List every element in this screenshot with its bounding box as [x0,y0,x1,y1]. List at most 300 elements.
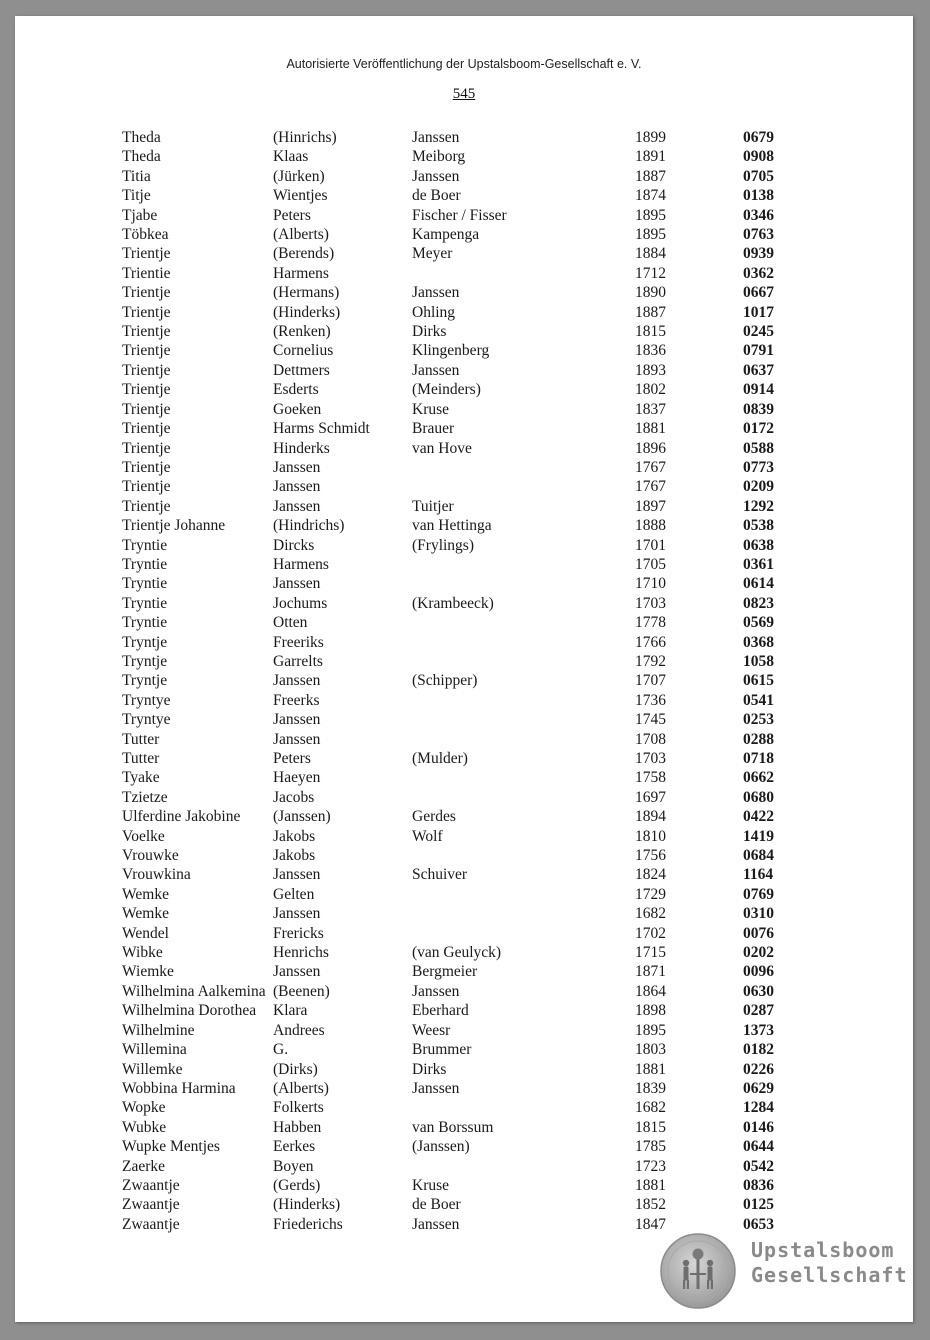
record-number: 0823 [743,594,774,612]
record-number: 1164 [743,866,774,884]
surname: (Schipper) [412,672,478,690]
record-number: 0125 [743,1196,774,1214]
year: 1815 [635,323,666,341]
surname: Klingenberg [412,342,490,360]
patronymic: Dettmers [273,361,330,379]
patronymic: G. [273,1041,289,1059]
year: 1758 [635,769,666,787]
record-number: 0202 [743,944,774,962]
year: 1736 [635,691,666,709]
list-item [122,225,812,244]
record-number: 0653 [743,1215,774,1233]
record-number: 0667 [743,284,774,302]
record-number: 0637 [743,361,774,379]
surname: van Hove [412,439,472,457]
patronymic: Folkerts [273,1099,324,1117]
patronymic: Freeriks [273,633,324,651]
patronymic: Janssen [273,672,321,690]
given-name: Tryntie [122,575,168,593]
given-name: Titje [122,187,151,205]
patronymic: Peters [273,206,311,224]
patronymic: (Alberts) [273,1079,329,1097]
logo-line-2: Gesellschaft [751,1263,908,1287]
record-number: 0245 [743,323,774,341]
list-item [122,1079,812,1098]
patronymic: Janssen [273,458,321,476]
record-number: 0209 [743,478,774,496]
record-number: 0839 [743,400,774,418]
year: 1701 [635,536,666,554]
patronymic: (Jürken) [273,167,325,185]
given-name: Tryntie [122,614,168,632]
record-number: 0253 [743,711,774,729]
record-number: 0684 [743,847,774,865]
society-logo [660,1229,908,1313]
surname: Dirks [412,323,447,341]
patronymic: (Renken) [273,323,331,341]
year: 1852 [635,1196,666,1214]
year: 1703 [635,750,666,767]
year: 1871 [635,963,666,981]
year: 1896 [635,439,666,457]
record-number: 0346 [743,206,774,224]
list-item [122,419,812,438]
record-number: 0718 [743,750,774,767]
record-number: 0172 [743,420,774,438]
year: 1682 [635,1099,666,1117]
year: 1815 [635,1118,666,1136]
given-name: Wemke [122,885,169,903]
patronymic: Janssen [273,963,321,981]
list-item [122,283,812,302]
patronymic: Frericks [273,924,324,942]
list-item [122,671,812,690]
list-item [122,555,812,574]
patronymic: Janssen [273,711,321,729]
list-item [122,206,812,225]
record-number: 0638 [743,536,774,554]
record-number: 0908 [743,148,774,166]
given-name: Trientie [122,264,171,282]
year: 1792 [635,652,666,670]
patronymic: Goeken [273,400,322,418]
patronymic: Harms Schmidt [273,420,370,438]
record-number: 0287 [743,1002,774,1020]
record-number: 1292 [743,497,774,515]
surname: (van Geulyck) [412,944,502,962]
record-number: 0615 [743,672,774,690]
given-name: Wiemke [122,963,174,981]
year: 1767 [635,458,666,476]
surname: Janssen [412,284,460,302]
year: 1874 [635,187,666,205]
given-name: Wopke [122,1099,166,1117]
given-name: Wilhelmina Dorothea [122,1002,257,1020]
list-item [122,807,812,826]
year: 1888 [635,517,666,535]
record-number: 0226 [743,1060,774,1078]
patronymic: Hinderks [273,439,330,457]
year: 1802 [635,381,666,399]
record-number: 1373 [743,1021,774,1039]
given-name: Vrouwkina [122,866,191,884]
record-number: 0644 [743,1138,774,1156]
surname: Schuiver [412,866,468,884]
given-name: Trientje [122,400,171,418]
year: 1897 [635,497,666,515]
record-number: 0680 [743,788,774,806]
surname: Wolf [412,827,443,845]
surname: van Hettinga [412,517,492,535]
record-number: 0836 [743,1176,774,1194]
list-item [122,652,812,671]
record-number: 0569 [743,614,774,632]
surname: Janssen [412,167,460,185]
given-name: Tryntie [122,594,168,612]
given-name: Wilhelmine [122,1021,195,1039]
patronymic: Jakobs [273,827,316,845]
year: 1836 [635,342,666,360]
record-number: 0076 [743,924,774,942]
year: 1881 [635,420,666,438]
patronymic: (Berends) [273,245,335,263]
list-item [122,1137,812,1156]
list-item [122,768,812,787]
list-item [122,1118,812,1137]
year: 1824 [635,866,666,884]
document-page [15,16,913,1322]
surname: de Boer [412,187,461,205]
record-number: 0542 [743,1157,774,1175]
year: 1884 [635,245,666,263]
given-name: Trientje [122,478,171,496]
given-name: Titia [122,167,151,185]
list-item [122,147,812,166]
list-item [122,1195,812,1214]
given-name: Tryntye [122,691,171,709]
record-number: 0362 [743,264,774,282]
record-number: 0614 [743,575,774,593]
surname: Janssen [412,129,460,146]
patronymic: Klara [273,1002,308,1020]
surname: Fischer / Fisser [412,206,507,224]
year: 1707 [635,672,666,690]
year: 1803 [635,1041,666,1059]
patronymic: Janssen [273,866,321,884]
given-name: Wobbina Harmina [122,1079,236,1097]
year: 1767 [635,478,666,496]
list-item [122,516,812,535]
record-number: 0914 [743,381,774,399]
patronymic: Boyen [273,1157,314,1175]
record-number: 0588 [743,439,774,457]
surname: Kruse [412,400,450,418]
patronymic: Eerkes [273,1138,316,1156]
list-item [122,322,812,341]
patronymic: Jacobs [273,788,315,806]
year: 1710 [635,575,666,593]
year: 1893 [635,361,666,379]
patronymic: (Hinderks) [273,303,341,321]
surname: (Meinders) [412,381,481,399]
patronymic: Harmens [273,555,329,573]
patronymic: Haeyen [273,769,321,787]
year: 1756 [635,847,666,865]
given-name: Voelke [122,827,165,845]
year: 1682 [635,905,666,923]
list-item [122,865,812,884]
record-number: 0679 [743,129,774,146]
list-item [122,167,812,186]
patronymic: Peters [273,750,311,767]
list-item [122,439,812,458]
year: 1881 [635,1060,666,1078]
list-item [122,943,812,962]
given-name: Willemina [122,1041,187,1059]
given-name: Trientje [122,458,171,476]
record-number: 0538 [743,517,774,535]
surname: (Janssen) [412,1138,470,1156]
list-item [122,691,812,710]
given-name: Zwaantje [122,1215,180,1233]
record-number: 0096 [743,963,774,981]
patronymic: Klaas [273,148,309,166]
year: 1898 [635,1002,666,1020]
record-number: 1058 [743,652,774,670]
year: 1705 [635,555,666,573]
list-item [122,1098,812,1117]
record-number: 0705 [743,167,774,185]
given-name: Vrouwke [122,847,179,865]
record-number: 1284 [743,1099,774,1117]
list-item [122,885,812,904]
given-name: Ulferdine Jakobine [122,808,241,826]
year: 1891 [635,148,666,166]
list-item [122,361,812,380]
patronymic: Andrees [273,1021,325,1039]
patronymic: (Alberts) [273,226,329,244]
list-item [122,846,812,865]
given-name: Zaerke [122,1157,166,1175]
list-item [122,962,812,981]
list-item [122,128,812,147]
list-item [122,613,812,632]
year: 1697 [635,788,666,806]
given-name: Tutter [122,730,160,748]
given-name: Trientje Johanne [122,517,226,535]
surname: Bergmeier [412,963,478,981]
list-item [122,730,812,749]
logo-text [751,1238,908,1288]
surname: van Borssum [412,1118,494,1136]
given-name: Trientje [122,420,171,438]
surname: Janssen [412,982,460,1000]
record-number: 1017 [743,303,774,321]
year: 1895 [635,226,666,244]
patronymic: Cornelius [273,342,334,360]
record-number: 0630 [743,982,774,1000]
year: 1837 [635,400,666,418]
year: 1864 [635,982,666,1000]
year: 1785 [635,1138,666,1156]
record-number: 0422 [743,808,774,826]
given-name: Tryntie [122,536,168,554]
given-name: Trientje [122,342,171,360]
record-number: 0138 [743,187,774,205]
list-item [122,1040,812,1059]
surname: Kruse [412,1176,450,1194]
given-name: Tzietze [122,788,168,806]
patronymic: Henrichs [273,944,329,962]
patronymic: Janssen [273,478,321,496]
list-item [122,788,812,807]
list-item [122,244,812,263]
patronymic: Dircks [273,536,315,554]
patronymic: (Dirks) [273,1060,318,1078]
given-name: Wendel [122,924,169,942]
year: 1895 [635,206,666,224]
year: 1890 [635,284,666,302]
given-name: Theda [122,148,161,166]
year: 1899 [635,129,666,146]
year: 1847 [635,1215,666,1233]
year: 1723 [635,1157,666,1175]
year: 1712 [635,264,666,282]
given-name: Willemke [122,1060,183,1078]
list-item [122,1001,812,1020]
record-number: 0629 [743,1079,774,1097]
given-name: Trientje [122,303,171,321]
given-name: Tutter [122,750,160,767]
year: 1810 [635,827,666,845]
given-name: Tjabe [122,206,158,224]
patronymic: (Beenen) [273,982,330,1000]
list-item [122,380,812,399]
patronymic: Friederichs [273,1215,343,1233]
given-name: Tryntje [122,652,168,670]
given-name: Tryntje [122,672,168,690]
surname: Janssen [412,1079,460,1097]
patronymic: (Hinrichs) [273,129,337,146]
patronymic: Jochums [273,594,328,612]
patronymic: Esderts [273,381,319,399]
record-number: 0541 [743,691,774,709]
given-name: Wemke [122,905,169,923]
year: 1745 [635,711,666,729]
patronymic: Janssen [273,905,321,923]
list-item [122,477,812,496]
surname: Meiborg [412,148,466,166]
given-name: Tryntye [122,711,171,729]
list-item [122,497,812,516]
given-name: Tryntje [122,633,168,651]
given-name: Zwaantje [122,1176,180,1194]
list-item [122,904,812,923]
patronymic: Janssen [273,575,321,593]
patronymic: Freerks [273,691,320,709]
list-item [122,710,812,729]
given-name: Trientje [122,497,171,515]
surname: Kampenga [412,226,480,244]
patronymic: Janssen [273,497,321,515]
given-name: Wibke [122,944,163,962]
given-name: Wupke Mentjes [122,1138,220,1156]
year: 1778 [635,614,666,632]
record-number: 0361 [743,555,774,573]
given-name: Trientje [122,284,171,302]
list-item [122,264,812,283]
list-item [122,1157,812,1176]
surname: Dirks [412,1060,447,1078]
year: 1703 [635,594,666,612]
record-number: 0662 [743,769,774,787]
record-number: 0288 [743,730,774,748]
list-item [122,633,812,652]
year: 1887 [635,167,666,185]
given-name: Theda [122,129,161,146]
surname: Brauer [412,420,455,438]
patronymic: (Janssen) [273,808,331,826]
record-number: 0791 [743,342,774,360]
patronymic: Garrelts [273,652,323,670]
surname: (Frylings) [412,536,474,554]
record-number: 0182 [743,1041,774,1059]
patronymic: (Hindrichs) [273,517,345,535]
list-item [122,1021,812,1040]
surname: Brummer [412,1041,472,1059]
surname: Gerdes [412,808,456,826]
list-item [122,186,812,205]
given-name: Trientje [122,381,171,399]
given-name: Töbkea [122,226,169,244]
surname: Eberhard [412,1002,469,1020]
patronymic: Harmens [273,264,329,282]
given-name: Trientje [122,439,171,457]
surname: Meyer [412,245,453,263]
given-name: Zwaantje [122,1196,180,1214]
year: 1881 [635,1176,666,1194]
surname: Janssen [412,1215,460,1233]
patronymic: Jakobs [273,847,316,865]
patronymic: Habben [273,1118,322,1136]
record-number: 0769 [743,885,774,903]
record-number: 0310 [743,905,774,923]
year: 1839 [635,1079,666,1097]
given-name: Tyake [122,769,160,787]
given-name: Wubke [122,1118,167,1136]
list-item [122,594,812,613]
surname: Janssen [412,361,460,379]
list-item [122,1176,812,1195]
year: 1708 [635,730,666,748]
patronymic: Wientjes [273,187,328,205]
year: 1894 [635,808,666,826]
year: 1715 [635,944,666,962]
record-number: 0368 [743,633,774,651]
surname: Tuitjer [412,497,454,515]
page-header: Autorisierte Veröffentlichung der Upstalsboom-Gesellschaft e. V. [286,57,642,71]
year: 1895 [635,1021,666,1039]
record-number: 0763 [743,226,774,244]
list-item [122,303,812,322]
page-number: 545 [452,86,476,102]
logo-line-1: Upstalsboom [751,1238,895,1262]
list-item [122,400,812,419]
patronymic: (Hermans) [273,284,340,302]
list-item [122,574,812,593]
given-name: Wilhelmina Aalkemina [122,982,266,1000]
record-number: 0939 [743,245,774,263]
